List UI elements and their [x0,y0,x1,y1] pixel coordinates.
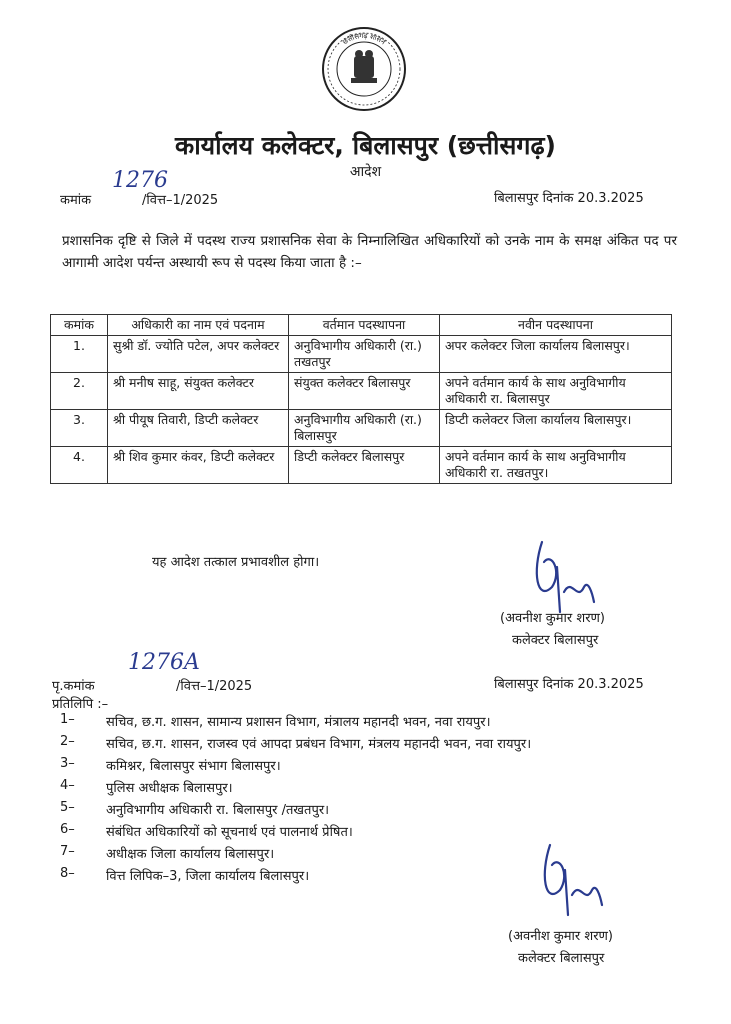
cell-new: अपने वर्तमान कार्य के साथ अनुविभागीय अधिकारी रा. तखतपुर। [440,447,672,484]
col-header-current: वर्तमान पदस्थापना [289,315,440,336]
list-item-text: अनुविभागीय अधिकारी रा. बिलासपुर /तखतपुर। [106,803,330,818]
national-emblem-icon [351,50,377,83]
cell-current: अनुविभागीय अधिकारी (रा.) बिलासपुर [289,410,440,447]
signatory-designation-1: कलेक्टर बिलासपुर [512,633,599,648]
order-number-suffix: /वित्त–1/2025 [142,193,219,208]
table-row [51,373,672,410]
cell-sn: 1. [51,336,108,373]
list-item-text: सचिव, छ.ग. शासन, राजस्व एवं आपदा प्रबंधन विभाग, मंत्रलय महानदी भवन, नवा रायपुर। [106,737,532,752]
list-item [60,800,700,822]
col-header-name: अधिकारी का नाम एवं पदनाम [108,315,289,336]
cell-name: श्री शिव कुमार कंवर, डिप्टी कलेक्टर [108,447,289,484]
table-row [51,447,672,484]
endorsement-number-suffix: /वित्त–1/2025 [176,679,253,694]
signature-2 [530,835,610,925]
signatory-designation-2: कलेक्टर बिलासपुर [518,951,605,966]
handwritten-endorsement-number: 1276A [128,650,200,675]
cell-current: अनुविभागीय अधिकारी (रा.) तखतपुर [289,336,440,373]
list-item-text: सचिव, छ.ग. शासन, सामान्य प्रशासन विभाग, मंत्रालय महानदी भवन, नवा रायपुर। [106,715,491,730]
list-item-text: पुलिस अधीक्षक बिलासपुर। [106,781,233,796]
cell-sn: 4. [51,447,108,484]
list-item-number: 1– [60,712,75,727]
table-header-row [51,315,672,336]
list-item-number: 7– [60,844,75,859]
list-item-text: संबंधित अधिकारियों को सूचनार्थ एवं पालनार्थ प्रेषित। [106,825,353,840]
cell-name: सुश्री डॉ. ज्योति पटेल, अपर कलेक्टर [108,336,289,373]
signatory-name-1: (अवनीश कुमार शरण) [500,611,605,626]
list-item [60,756,700,778]
list-item-number: 3– [60,756,75,771]
list-item-number: 6– [60,822,75,837]
cell-new: अपने वर्तमान कार्य के साथ अनुविभागीय अधिकारी रा. बिलासपुर [440,373,672,410]
cell-sn: 2. [51,373,108,410]
seal-text: छत्तीसगढ़ शासन [341,31,387,47]
list-item [60,712,700,734]
col-header-new: नवीन पदस्थापना [440,315,672,336]
table-row [51,336,672,373]
endorsement-number-label: पृ.कमांक [52,679,95,694]
effect-line: यह आदेश तत्काल प्रभावशील होगा। [152,555,320,570]
handwritten-order-number: 1276 [112,168,168,193]
list-item-text: अधीक्षक जिला कार्यालय बिलासपुर। [106,847,275,862]
endorsement-date: बिलासपुर दिनांक 20.3.2025 [494,677,644,692]
government-seal [321,26,407,112]
body-paragraph: प्रशासनिक दृष्टि से जिले में पदस्थ राज्य प्रशासनिक सेवा के निम्नालिखित अधिकारियों को उनके नाम के समक्ष अंकित पद पर आगामी आदेश पर्यन्त अस्थायी रूप से पदस्थ किया जाता है :– [62,233,677,271]
col-header-sn: कमांक [51,315,108,336]
cell-new: डिप्टी कलेक्टर जिला कार्यालय बिलासपुर। [440,410,672,447]
order-label: आदेश [349,164,382,180]
list-item [60,778,700,800]
postings-table [50,314,672,484]
list-item-number: 2– [60,734,75,749]
list-item [60,734,700,756]
cell-name: श्री पीयूष तिवारी, डिप्टी कलेक्टर [108,410,289,447]
list-item-number: 8– [60,866,75,881]
list-item-text: वित्त लिपिक–3, जिला कार्यालय बिलासपुर। [106,869,310,884]
copy-label: प्रतिलिपि :– [52,697,109,712]
cell-name: श्री मनीष साहू, संयुक्त कलेक्टर [108,373,289,410]
list-item-number: 5– [60,800,75,815]
cell-new: अपर कलेक्टर जिला कार्यालय बिलासपुर। [440,336,672,373]
office-title: कार्यालय कलेक्टर, बिलासपुर (छत्तीसगढ़) [175,131,556,160]
cell-current: डिप्टी कलेक्टर बिलासपुर [289,447,440,484]
cell-current: संयुक्त कलेक्टर बिलासपुर [289,373,440,410]
signatory-name-2: (अवनीश कुमार शरण) [508,929,613,944]
list-item-number: 4– [60,778,75,793]
order-date: बिलासपुर दिनांक 20.3.2025 [494,191,644,206]
cell-sn: 3. [51,410,108,447]
list-item-text: कमिश्नर, बिलासपुर संभाग बिलासपुर। [106,759,281,774]
order-number-label: कमांक [60,193,92,208]
svg-text:छत्तीसगढ़ शासन [341,32,387,47]
table-row [51,410,672,447]
